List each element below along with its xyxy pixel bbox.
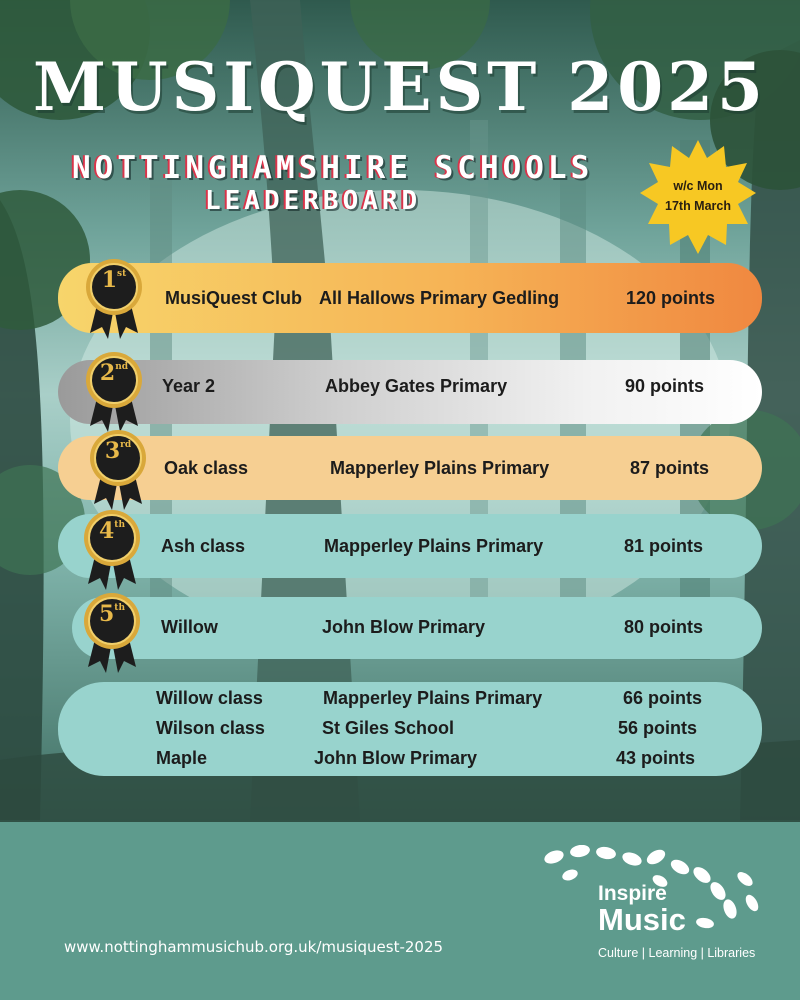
school-name: St Giles School <box>322 718 455 738</box>
school-name: Abbey Gates Primary <box>325 376 508 396</box>
website-link[interactable]: www.nottinghammusichub.org.uk/musiquest-2025 <box>64 938 444 956</box>
logo-text-music: Music <box>598 902 686 937</box>
points-value: 80 points <box>624 617 704 637</box>
group-name: Oak class <box>164 458 249 478</box>
points-value: 43 points <box>616 748 696 768</box>
subtitle-line-1: NOTTINGHAMSHIRE SCHOOLS <box>72 150 594 186</box>
points-value: 90 points <box>625 376 705 396</box>
medal-suffix: th <box>114 520 125 530</box>
medal-rank: 3 <box>104 438 121 464</box>
medal-rank: 2 <box>99 360 116 386</box>
school-name: John Blow Primary <box>322 617 486 637</box>
group-name: MusiQuest Club <box>165 288 303 308</box>
medal-suffix: rd <box>120 440 132 450</box>
group-name: Willow <box>161 617 218 637</box>
leaderboard-row-4 <box>58 514 762 578</box>
second-place-medal-icon <box>84 350 144 434</box>
medal-rank: 5 <box>98 601 115 627</box>
logo-text-inspire: Inspire <box>598 882 667 905</box>
medal-suffix: st <box>117 269 127 279</box>
third-place-medal-icon <box>88 428 148 512</box>
fourth-place-medal-icon <box>82 508 142 592</box>
medal-rank: 1 <box>101 267 118 293</box>
school-name: Mapperley Plains Primary <box>324 536 544 556</box>
week-badge-line-1: w/c Mon <box>673 179 723 193</box>
first-place-medal-icon <box>84 257 144 341</box>
group-name: Year 2 <box>162 376 216 396</box>
medal-rank: 4 <box>98 518 115 544</box>
points-value: 66 points <box>623 688 703 708</box>
group-name: Maple <box>156 748 208 768</box>
leaderboard-row-1 <box>58 263 762 333</box>
medal-suffix: nd <box>115 362 129 372</box>
group-name: Willow class <box>156 688 263 708</box>
points-value: 56 points <box>618 718 698 738</box>
points-value: 120 points <box>626 288 716 308</box>
school-name: Mapperley Plains Primary <box>323 688 543 708</box>
group-name: Wilson class <box>156 718 265 738</box>
subtitle-line-2: LEADERBOARD <box>205 186 422 216</box>
week-badge-text <box>638 176 758 216</box>
school-name: All Hallows Primary Gedling <box>319 288 560 308</box>
leaderboard-others <box>58 682 762 776</box>
leaderboard-row-2 <box>58 360 762 424</box>
leaderboard-row-5 <box>72 597 762 659</box>
leaderboard-row-3 <box>58 436 762 500</box>
medal-suffix: th <box>114 603 125 613</box>
school-name: Mapperley Plains Primary <box>330 458 550 478</box>
week-badge-line-2: 17th March <box>665 199 731 213</box>
school-name: John Blow Primary <box>314 748 478 768</box>
group-name: Ash class <box>161 536 246 556</box>
points-value: 81 points <box>624 536 704 556</box>
page-title: MUSIQUEST 2025 <box>33 48 767 126</box>
fifth-place-medal-icon <box>82 591 142 675</box>
logo-tagline: Culture | Learning | Libraries <box>598 946 756 960</box>
points-value: 87 points <box>630 458 710 478</box>
